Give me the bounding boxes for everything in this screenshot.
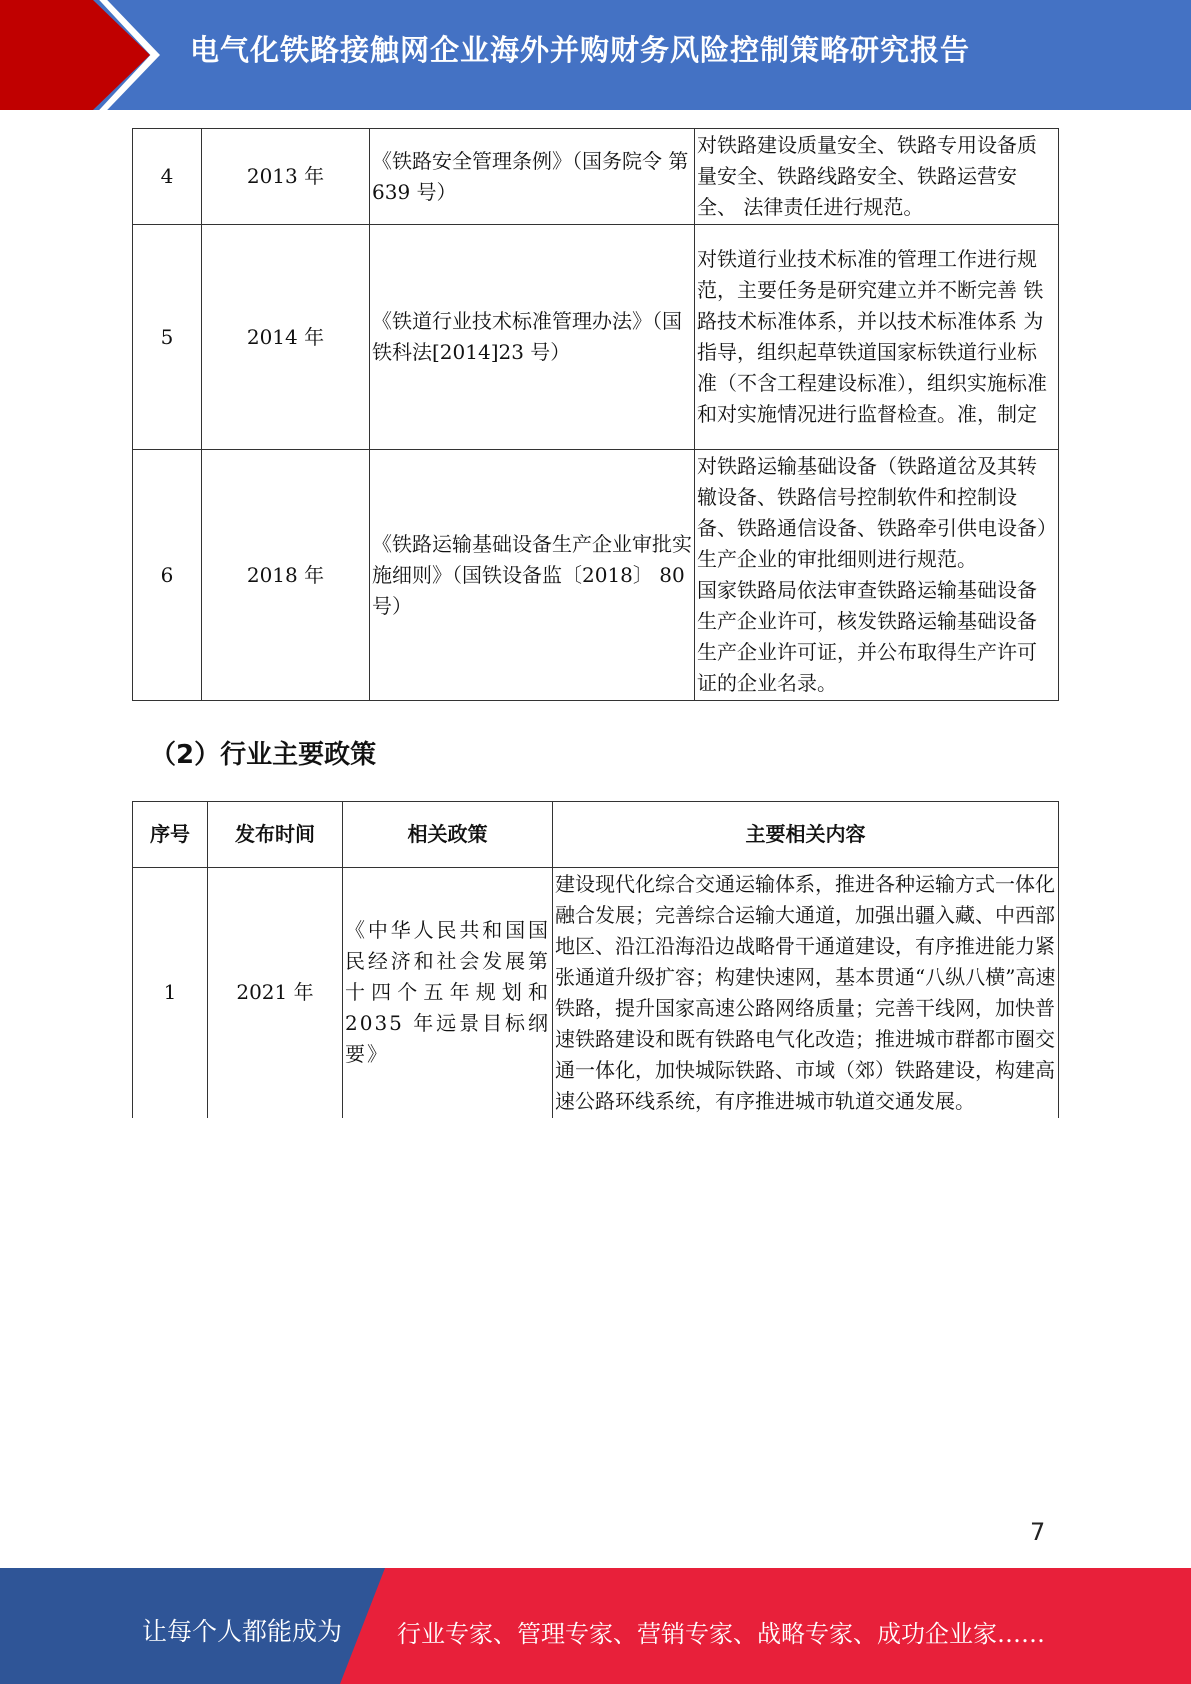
- row-policy-name: 《中华人民共和国国民经济和社会发展第十四个五年规划和 2035 年远景目标纲要》: [343, 868, 553, 1118]
- row-law-name: 《铁路安全管理条例》（国务院令 第 639 号）: [370, 129, 695, 225]
- table-row: [133, 225, 1059, 450]
- footer-slogan-left: 让每个人都能成为: [142, 1617, 343, 1646]
- policy-table: [132, 801, 1059, 1118]
- row-year: 2014 年: [202, 225, 370, 450]
- row-law-name: 《铁路运输基础设备生产企业审批实施细则》（国铁设备监〔2018〕 80 号）: [370, 450, 695, 701]
- laws-table: [132, 128, 1059, 701]
- table-row: [133, 868, 1059, 1118]
- row-year: 2018 年: [202, 450, 370, 701]
- header-year-label: 发布时间: [235, 822, 315, 846]
- row-content-paragraph: 国家铁路局依法审查铁路运输基础设备生产企业许可，核发铁路运输基础设备生产企业许可证，并公布取得生产许可证的企业名录。: [697, 578, 1037, 695]
- row-content: 对铁道行业技术标准的管理工作进行规范，主要任务是研究建立并不断完善 铁路技术标准体系，并以技术标准体系 为指导，组织起草铁道国家标铁道行业标准（不含工程建设标准），组织实施标准和对实施情况进行监督检查。准，制定: [695, 225, 1059, 450]
- row-number: 5: [133, 225, 202, 450]
- table-row: [133, 450, 1059, 701]
- row-content: 对铁路建设质量安全、铁路专用设备质 量安全、铁路线路安全、铁路运营安全、 法律责任进行规范。: [695, 129, 1059, 225]
- row-number: 4: [133, 129, 202, 225]
- page-number: 7: [1030, 1518, 1046, 1546]
- row-year: 2021 年: [208, 868, 343, 1118]
- row-content-paragraph: 对铁路运输基础设备（铁路道岔及其转辙设备、铁路信号控制软件和控制设备、铁路通信设备、铁路牵引供电设备）生产企业的审批细则进行规范。: [697, 454, 1047, 571]
- table-header-row: [133, 802, 1059, 868]
- row-content: 建设现代化综合交通运输体系，推进各种运输方式一体化融合发展；完善综合运输大通道，加强出疆入藏、中西部地区、沿江沿海沿边战略骨干通道建设，有序推进能力紧张通道升级扩容；构建快速网，基本贯通“八纵八横”高速铁路，提升国家高速公路网络质量；完善干线网，加快普速铁路建设和既有铁路电气化改造；推进城市群都市圈交通一体化，加快城际铁路、市域（郊）铁路建设，构建高速公路环线系统，有序推进城市轨道交通发展。: [553, 868, 1059, 1118]
- row-content: [695, 450, 1059, 701]
- footer-slogan-right: 行业专家、管理专家、营销专家、战略专家、成功企业家……: [397, 1620, 1045, 1648]
- page-header: [0, 0, 1191, 110]
- header-red-arrow: [0, 0, 150, 110]
- row-year: 2013 年: [202, 129, 370, 225]
- header-title: 电气化铁路接触网企业海外并购财务风险控制策略研究报告: [190, 33, 971, 67]
- row-number: 1: [133, 868, 208, 1118]
- section-heading: （2）行业主要政策: [150, 740, 377, 770]
- header-policy: 相关政策: [343, 802, 553, 868]
- header-year: [208, 802, 343, 868]
- row-law-name: 《铁道行业技术标准管理办法》（国铁科法[2014]23 号）: [370, 225, 695, 450]
- header-num: 序号: [133, 802, 208, 868]
- table-row: [133, 129, 1059, 225]
- header-content: 主要相关内容: [553, 802, 1059, 868]
- row-number: 6: [133, 450, 202, 701]
- page-footer: [0, 1568, 1191, 1684]
